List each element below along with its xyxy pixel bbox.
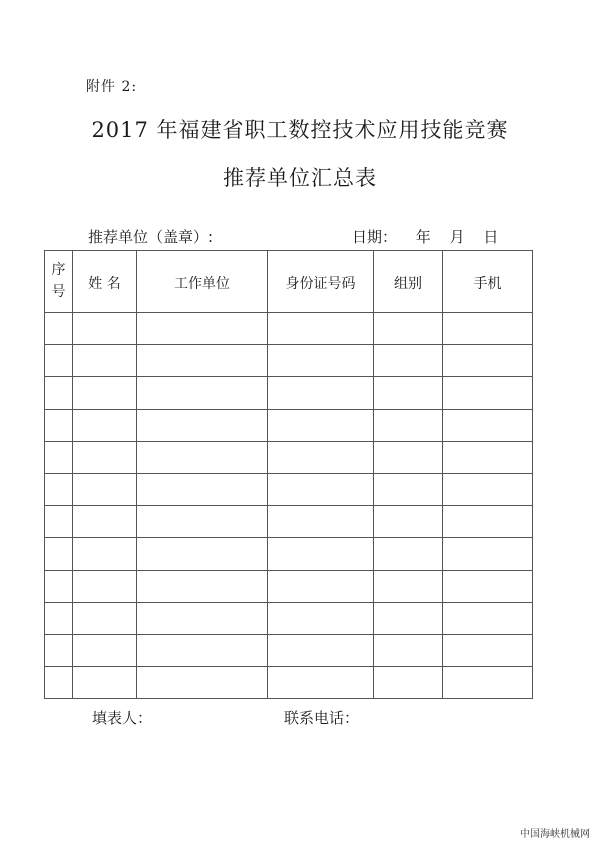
cell-work-unit — [137, 667, 268, 699]
cell-group — [374, 506, 443, 538]
cell-id-number — [268, 538, 374, 570]
table-row — [45, 441, 533, 473]
table-row — [45, 313, 533, 345]
cell-seq — [45, 506, 73, 538]
cell-phone — [443, 667, 533, 699]
cell-id-number — [268, 473, 374, 505]
cell-seq — [45, 634, 73, 666]
cell-work-unit — [137, 634, 268, 666]
cell-name — [73, 634, 137, 666]
cell-work-unit — [137, 345, 268, 377]
cell-group — [374, 473, 443, 505]
cell-phone — [443, 602, 533, 634]
cell-group — [374, 667, 443, 699]
cell-name — [73, 506, 137, 538]
table-header-row — [45, 251, 533, 313]
cell-id-number — [268, 667, 374, 699]
date-label: 日期： — [352, 228, 398, 246]
date-day: 日 — [483, 228, 499, 246]
cell-seq — [45, 473, 73, 505]
table-row — [45, 634, 533, 666]
cell-phone — [443, 313, 533, 345]
cell-name — [73, 570, 137, 602]
cell-id-number — [268, 313, 374, 345]
cell-group — [374, 634, 443, 666]
table-row — [45, 506, 533, 538]
cell-name — [73, 441, 137, 473]
cell-phone — [443, 441, 533, 473]
cell-id-number — [268, 570, 374, 602]
table-row — [45, 377, 533, 409]
recommending-unit-label: 推荐单位（盖章）: — [88, 228, 214, 246]
cell-work-unit — [137, 506, 268, 538]
cell-id-number — [268, 441, 374, 473]
cell-id-number — [268, 345, 374, 377]
cell-name — [73, 377, 137, 409]
cell-id-number — [268, 377, 374, 409]
cell-seq — [45, 409, 73, 441]
cell-name — [73, 667, 137, 699]
cell-id-number — [268, 409, 374, 441]
filler-label: 填表人： — [92, 709, 153, 727]
cell-seq — [45, 538, 73, 570]
table-row — [45, 570, 533, 602]
cell-phone — [443, 570, 533, 602]
document-subtitle: 推荐单位汇总表 — [223, 166, 377, 190]
table-row — [45, 473, 533, 505]
cell-id-number — [268, 506, 374, 538]
cell-seq — [45, 345, 73, 377]
table-row — [45, 538, 533, 570]
cell-work-unit — [137, 409, 268, 441]
header-seq-bottom: 号 — [51, 284, 66, 300]
table-row — [45, 409, 533, 441]
cell-work-unit — [137, 441, 268, 473]
cell-name — [73, 602, 137, 634]
contact-phone-label: 联系电话： — [284, 709, 360, 727]
cell-group — [374, 377, 443, 409]
cell-name — [73, 345, 137, 377]
document-title: 2017 年福建省职工数控技术应用技能竞赛 — [91, 118, 509, 142]
cell-work-unit — [137, 538, 268, 570]
table-row — [45, 602, 533, 634]
header-id-number: 身份证号码 — [268, 251, 374, 313]
attachment-label: 附件 2: — [86, 79, 138, 95]
header-work-unit: 工作单位 — [137, 251, 268, 313]
date-year: 年 — [415, 228, 431, 246]
cell-work-unit — [137, 313, 268, 345]
cell-group — [374, 313, 443, 345]
cell-seq — [45, 602, 73, 634]
cell-seq — [45, 377, 73, 409]
cell-seq — [45, 313, 73, 345]
cell-group — [374, 570, 443, 602]
cell-group — [374, 441, 443, 473]
cell-group — [374, 409, 443, 441]
cell-work-unit — [137, 377, 268, 409]
header-group: 组别 — [374, 251, 443, 313]
cell-group — [374, 602, 443, 634]
cell-name — [73, 473, 137, 505]
summary-table — [44, 250, 533, 699]
cell-name — [73, 313, 137, 345]
cell-work-unit — [137, 602, 268, 634]
cell-id-number — [268, 602, 374, 634]
cell-work-unit — [137, 570, 268, 602]
cell-phone — [443, 377, 533, 409]
cell-group — [374, 538, 443, 570]
table-row — [45, 345, 533, 377]
table-row — [45, 667, 533, 699]
watermark: 中国海峡机械网 — [520, 829, 590, 840]
cell-phone — [443, 506, 533, 538]
date-month: 月 — [449, 228, 465, 246]
cell-phone — [443, 345, 533, 377]
cell-seq — [45, 441, 73, 473]
header-seq-top: 序 — [51, 262, 66, 278]
cell-phone — [443, 409, 533, 441]
cell-phone — [443, 538, 533, 570]
header-phone: 手机 — [443, 251, 533, 313]
cell-name — [73, 409, 137, 441]
cell-work-unit — [137, 473, 268, 505]
cell-phone — [443, 473, 533, 505]
header-seq — [45, 251, 73, 313]
cell-seq — [45, 570, 73, 602]
date-line — [352, 226, 506, 247]
cell-phone — [443, 634, 533, 666]
header-name: 姓 名 — [73, 251, 137, 313]
cell-id-number — [268, 634, 374, 666]
table-body — [45, 313, 533, 699]
cell-group — [374, 345, 443, 377]
cell-seq — [45, 667, 73, 699]
cell-name — [73, 538, 137, 570]
